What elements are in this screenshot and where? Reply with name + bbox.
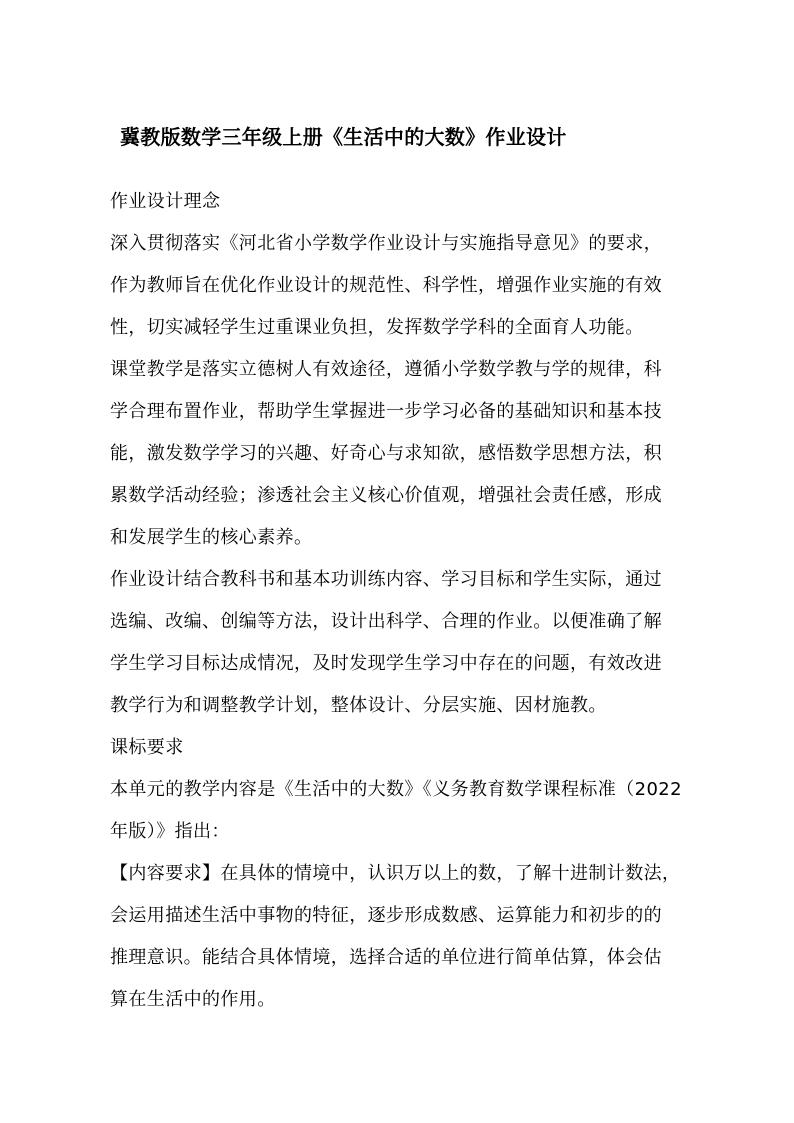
paragraph-line: 选编、改编、创编等方法，设计出科学、合理的作业。以便准确了解 [110,611,662,632]
paragraph-line: 作为教师旨在优化作业设计的规范性、科学性，增强作业实施的有效 [110,275,662,296]
paragraph-line: 算在生活中的作用。 [110,989,276,1010]
paragraph-line: 学合理布置作业，帮助学生掌握进一步学习必备的基础知识和基本技 [110,401,662,422]
paragraph-line: 作业设计结合教科书和基本功训练内容、学习目标和学生实际，通过 [110,569,662,590]
paragraph-line: 【内容要求】在具体的情境中，认识万以上的数，了解十进制计数法， [110,863,681,884]
paragraph-line: 学生学习目标达成情况，及时发现学生学习中存在的问题，有效改进 [110,653,662,674]
paragraph-line: 性，切实减轻学生过重课业负担，发挥数学学科的全面育人功能。 [110,317,644,338]
paragraph-line: 能，激发数学学习的兴趣、好奇心与求知欲，感悟数学思想方法，积 [110,443,662,464]
paragraph-line: 深入贯彻落实《河北省小学数学作业设计与实施指导意见》的要求， [110,233,662,254]
paragraph-line: 推理意识。能结合具体情境，选择合适的单位进行简单估算，体会估 [110,947,662,968]
paragraph-line: 课堂教学是落实立德树人有效途径，遵循小学数学教与学的规律，科 [110,359,662,380]
document-title: 冀教版数学三年级上册《生活中的大数》作业设计 [120,125,567,149]
paragraph-line: 本单元的教学内容是《生活中的大数》《义务教育数学课程标准（2022 [110,779,683,800]
heading-curriculum-requirements: 课标要求 [110,737,184,758]
heading-design-concept: 作业设计理念 [110,191,221,212]
paragraph-line: 会运用描述生活中事物的特征，逐步形成数感、运算能力和初步的的 [110,905,662,926]
paragraph-line: 累数学活动经验；渗透社会主义核心价值观，增强社会责任感，形成 [110,485,662,506]
paragraph-line: 年版）》指出： [110,821,230,842]
paragraph-line: 和发展学生的核心素养。 [110,527,313,548]
paragraph-line: 教学行为和调整教学计划，整体设计、分层实施、因材施教。 [110,695,607,716]
